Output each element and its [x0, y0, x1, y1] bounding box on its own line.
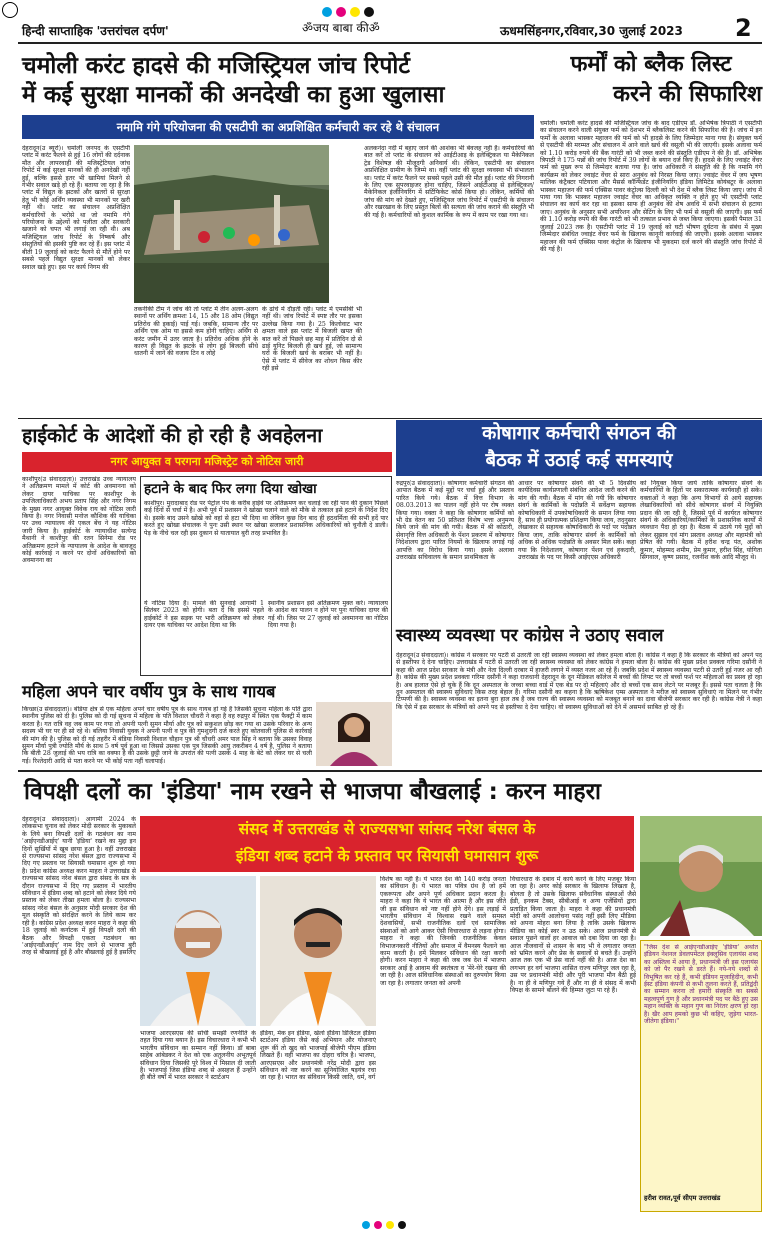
- story1-band: नमामि गंगे परियोजना की एसटीपी का अप्रशिक्षित कर्मचारी कर रहे थे संचालन: [22, 115, 534, 139]
- story1-col3: के ढांचे में दौड़ती रही। प्लांट में एमसीबी भी नहीं थी। जांच रिपोर्ट में स्पष्ट तौर पर इसका उल्लेख किया गया है। 25 किलोवाट भार क्षमता वाले इस प्लांट में बिजली खपत की बात करें तो पिछले छह माह में प्रतिदिन दो से ढाई यूनिट बिजली ही खर्च हुई, जो सामान्य घरों के बिजली खर्च के बराबर भी नहीं है। ऐसे में प्लांट में सीवेज का शोधन किस कीर रही इसे: [262, 306, 362, 373]
- story3-sub-col2: स्थानीय प्रशासन इसे अतिक्रमण मुक्त करे। न्यायालय के आदेश का पालन न होने पर पुनः याचिका दायर की गई थी। जिस पर 27 जुलाई को अवमानना का नोटिस दिया गया है।: [268, 600, 388, 630]
- story7-photo-3: [640, 816, 762, 936]
- story7-quote-author: हरीश रावत,पूर्व सीएम उत्तराखंड: [644, 1194, 721, 1202]
- story7-banner: संसद में उत्तराखंड से राज्यसभा सांसद नरेश बंसल के इंडिया शब्द हटाने के प्रस्ताव पर सियासी घमासान शुरू: [140, 816, 634, 872]
- story7-photo-1: [140, 876, 256, 1026]
- story7-quote: "जिस देश से आईएनडीआईए 'इंडिया' अर्थात इंडियन नेशनल डेवलपमेंटल इंक्लूसिव एलायंस शब्द का अस्तित्व में आया है, प्रधानमंत्री जी इस एलायंस को जो पैर रखने से डरते हैं। नये-नये शब्दों से विभूषित कर रहे हैं, कभी इंडियन मुजाहिदीन, कभी ईस्ट इंडिया कंपनी से कभी तुलना करते हैं, प्रतिद्वंदी का सम्मान करना तो हमारी संस्कृति का सबसे महत्वपूर्ण गुण है और प्रधानमंत्री पद पर बैठे हुए उस महान व्यक्ति के महान गुण का निरंतर क्षरण हो रहा है। खैर आप हमको कुछ भी कहिए, जुड़ेगा भारत-जीतेगा इंडिया।": [644, 944, 758, 1026]
- story4-col2: आधार पर कोषागार संवर्ग की भी 5 दिवसीय कार्यदिवस कार्यप्रणाली संबंधित आदेश जारी करने की मांग की गयी। बैठक में मांग की गयी कि कोषागार संवर्ग के कार्मिकों के पदोन्नति में सर्वेक्षण सहायक कोषाधिकारी में उपकोषाधिकारी के समान लिया गया है, साथ ही प्रयोगात्मक प्रशिक्षण किया जाय, तद्नुसार लेखाकार से सहायक कोषाधिकारी के पदों पर पदोन्नत किया जाय, ताकि कोषागार संवर्ग के कार्मिकों को अधिक से अधिक पदोन्नति के अवसर मिल सकें। कहा गया कि निदेशालय, कोषागार पेंशन एवं हकदारी, उत्तराखंड के पद पर किसी आईएएस अधिकारी: [518, 480, 636, 562]
- story7-col3: इंडिया, मेक इन इंडिया, खेलो इंडिया डिजिटल इंडिया स्टार्टअप इंडिया जैसे कई अभियान और योजनाएं शुरू कीं तो खुद को भाजपाई बीजेपी पीएम इंडिया लिखते हैं। वही भाजपा का दोहरा चरित्र है। भाजपा, आरएसएस और प्रधानमंत्री नरेंद्र मोदी द्वारा इस संविधान को नष्ट करने का सुनियोजित षड़यंत्र रचा जा रहा है। भारत का संविधान किसी जाति, धर्म, वर्ग: [260, 1030, 376, 1082]
- story3-sub-col1: ये नोटिस दिया है। मामले की सुनवाई आगामी 1 सितंबर 2023 को होगी। बता दें कि इससे पहले हाईकोर्ट ने इस सड़क पर भारी अतिक्रमण को लेकर दायर एक याचिका पर आदेश दिया था कि: [144, 600, 264, 630]
- story6-photo: [316, 702, 392, 766]
- om-icon: ॐ: [368, 21, 380, 35]
- story4-col3: को नियुक्त किया जाये ताकि कोषागार संवर्ग के कर्मचारियों के हितों पर सकारात्मक कार्यवाही हो सके। वक्ताओं ने कहा कि अन्य विभागों से आये सहायक लेखाधिकारियों को सीधे कोषागार संवर्ग में नियुक्ति प्रदान की जा रही है, जिससे पूर्व में कार्यरत कोषागार संवर्ग के अधिकारियों/कार्मिकों के प्रशासनिक कार्यों में व्यवधान पैदा हो रहा है। बैठक में उठाये गये मुद्दों को लेकर सुझाव एवं मांग प्रस्ताव अध्यक्ष और महामंत्री को प्रेषित की गयी। बैठक में हरीश चन्द्र पंत, अशोक कुमार, मोहम्मद शमीम, प्रेम कुमार, हरीश सिंह, योगिता सिंगवाल, कृष्ण प्रसाद, रजनीश कर्क आदि मौजूद थे।: [640, 480, 762, 562]
- story4-headline-box: कोषागार कर्मचारी संगठन की बैठक में उठाई कई समस्याएं: [396, 420, 762, 476]
- story3-headline: हाईकोर्ट के आदेशों की हो रही है अवहेलना: [22, 424, 323, 447]
- story3-subbox: [140, 476, 392, 676]
- story5-headline: स्वास्थ्य व्यवस्था पर कांग्रेस ने उठाए सवाल: [396, 626, 664, 646]
- masthead-center: ॐजय बाबा कीॐ: [302, 21, 380, 35]
- story7-col2: भाजपा आरएसएस की सोची समझी रणनीति के तहत दिया गया बयान है। इस विचारधारा ने कभी भी भारतीय संविधान का सम्मान नहीं किया। डॉ बाबा साहेब आंबेडकर ने देश को एक अतुलनीय अभूतपूर्व संविधान दिया जिसकी पूरे विश्व में मिसाल दी जाती है। भाजपाई जिस इंडिया शब्द से असहज हैं उन्होंने ही बीते वर्षों में भारत सरकार ने स्टार्टअप: [140, 1030, 256, 1082]
- story1-caption: तकनीकी टीम ने जांच की तो प्लांट में तीन अलग-अलग स्थानों पर अर्थिंग क्रमशः 14, 15 और 18 ओम (विद्युत प्रतिरोध की इकाई) पाई गई। जबकि, सामान्य तौर पर अर्थिंग एक ओम या इससे कम होनी चाहिए। अर्थिंग से करंट जमीन में उतर जाता है। प्रतिरोध अधिक होने के कारण ही विद्युत के झटके से लोग हुई बिजली सीधे धातनी में जाने की वजाय टिन व लोहे: [134, 306, 258, 358]
- story3-subheadline: हटाने के बाद फिर लगा दिया खोखा: [144, 481, 317, 497]
- divider-2: [18, 770, 762, 772]
- story6-body: किच्छा(उ संवाददाता)। बंडिया क्षेत्र से एक महिला अपने चार वर्षीय पुत्र के साथ गायब हो गई है जिसकी सूचना महिला के पति द्वारा स्थानीय पुलिस को दी है। पुलिस को दी गई सूचना में महिला के पति विशाल चौधरी ने कहा है वह रुद्रपुर में स्थित एक फैक्ट्री में काम करता है। गत रात्रि वह जब काम पर गया तो अपनी पत्नी सुमन मौर्या और पुत्र को सकुशल छोड़ कर गया था उसके परिवार के अन्य सदस्य भी घर पर ही सो रहे थे। बलिया निवासी युवक ने अपनी पत्नी व पुत्र की गुमशुदगी दर्ज करते हुए कोतवाली पुलिस से कार्रवाई की मांग की है। पुलिस को दी गई तहरीर में बंडिया निवासी विशाल चौहान पुत्र श्री चौधरी अमर पाल सिंह ने बताया कि उसका विवाह सुमन मौर्या पुत्री ज्योति मौर्य के साथ 5 वर्ष पूर्व हुआ था जिससे उसका एक पुत्र जिसकी आयु तकरीबन 4 वर्ष है, पुलिस ने बताया कि बीती 28 जुलाई की भय रात्रि का वक्फा है की उसके छुट्टी जाने के उपरांत की पत्नी उसके 4 माह के बेटे को लेकर घर से चली गई। रिश्तेदारी आदि से पता करने पर भी कोई पता नहीं चलापाई।: [22, 706, 312, 765]
- story2-body: चमोली। चमोली करंट हादसे की मजिस्ट्रियल जांच के बाद एडीएम डॉ. अभिषेक त्रिपाठी ने एसटीपी का संचालन करने वाली संयुक्त फर्म को देशभर में ब्लैकलिस्ट करने की सिफारिश की है। जांच में इन फर्मों के अलावा भास्कर महाजन की फर्म को भी हादसे के लिए जिम्मेदार माना गया है। संयुक्त फर्म से एसटीपी की मरम्मत और संचालन में आने वाले खर्च की वसूली भी की जाएगी। इसके अलावा फर्म को 1.10 करोड़ रुपये की बैंक गारंटी को भी जब्त करने की संस्तुति एडीएम ने की है। डॉ. अभिषेक त्रिपाठी ने 175 पन्नों की जांच रिपोर्ट में 39 लोगों के बयान दर्ज किए हैं। हादसे के लिए ज्वाइंट वेंचर फर्म को मुख्य रूप से जिम्मेदार बताया गया है। जांच अधिकारी ने संस्तुति की है कि नमामि गंगे कार्यक्रम को लेकर ज्वाइंट वेंचर से सारा अनुबंध को निरस्त किया जाए। ज्वाइंट वेंचर में जय भूषण मालिक कंट्रैक्टर पटियाला और मैसर्स कॉन्फिडेंट इंजीनियरिंग इंडिया लिमिटेड कोयंबटूर के अलावा भास्कर महाजन की फर्म एक्सिस पावर कंट्रोल्स दिल्ली को भी देश में ब्लैक लिस्ट किया जाए। जांच में पाया गया कि भास्कर महाजन ज्वाइंट वेंचर का अधिकृत व्यक्ति न होते हुए भी एसटीपी प्लांट संचालन का कार्य कर रहा था इसका साफ ही अनुबंध की शेष अवधि में सभी संचालन से हटाया जाए। अनुबंध के अनुसार सभी अपरिशन और सेटिंग के लिए भी फर्म से वसूली की जाएगी। इस फर्म की 1.10 करोड़ रुपये की बैंक गारंटी को भी तत्काल प्रभाव से जब्त किया जाएगा। इसकी पैमाल 31 जुलाई 2023 तक है। एसटीपी प्लांट में 19 जुलाई को घटी भीषण दुर्घटना के संबंध में मुख्य जिम्मेदार संबंधित ज्वाइंट वेंचर फर्म के खिलाफ कानूनी कार्रवाई की जाएगी। इसके अलावा भास्कर महाजन की फर्म एक्सिस पावर कंट्रोल के खिलाफ भी मुकदमा दर्ज करने की संस्तुति जांच रिपोर्ट में की गई है।: [540, 120, 762, 253]
- story7-photo-2: [260, 876, 376, 1026]
- story3-sub-lead: काशीपुर। मुरादाबाद रोड पर पेट्रोल पंप के करीब हाईवे पर अतिक्रमण कर चलाई जा रही पान की दुकान पिछले कई दिनों से चर्चा में है। अभी पूर्व में प्रशासन ने खोखा चलाने वाले को मौके से तत्काल इसे हटाने के निर्देश दिए थे। इसके बाद उसने खोखे को वहां से हटा भी दिया था लेकिन कुछ दिन बाद ही हठधर्मिता की सभी हदें पार करते हुए खोखा संचालक ने पुनः उसी स्थान पर खोखा सजाकर प्रशासनिक अधिकारियों को चुनौती दे डाली। पेड़ के नीचे चल रही इस दुकान से यातायात बुरी तरह प्रभावित है।: [144, 500, 388, 537]
- story6-headline: महिला अपने चार वर्षीय पुत्र के साथ गायब: [22, 682, 276, 701]
- story7-col5: विचारधारा के दबाव में कार्य करने के लिए मजबूर किया जा रहा है। अगर कोई सरकार के खिलाफ लिखता है, बोलता है तो उसके खिलाफ संवैधानिक संस्थाओं जैसे ईडी, इनकम टैक्स, सीबीआई व अन्य एजेंसियों द्वारा प्रताड़ित किया जाता है। माहरा ने कहा की प्रधानमंत्री मोदी को अपनी आलोचना पसंद नहीं इसी लिए मीडिया को अपना मोहरा बना लिया है ताकि उसके खिलाफ मीडिया का कोई स्वर न उठ सके। आज प्रधानमंत्री से सवाल पूछने वालों हर आवाज को दबा दिया जा रहा है। आज नौजवानों से शासन के बाद भी वे लगातार जनता को भ्रमित करने और प्रेस के सवालों से बचते हैं। उन्होंने आज तक एक भी प्रेस वार्ता नहीं की है। आज देश का लगभग हर वर्ग भाजपा शासित राज्य मणिपुर जल रहा है, उस पर प्रधानमंत्री मोदी और पूरी भाजपा मौन बैठी हुई है। ना ही वे मणिपुर गये हैं और ना ही वे संसद में कभी विपक्ष के सामने बोलने की हिम्मत जुटा पा रहे हैं।: [510, 876, 636, 995]
- story1-photo: [134, 145, 329, 303]
- story1-col4: अलकनंदा नदी में बहाए जाने की आशंका भी बेवजह नहीं है। कर्मचारियों की बात करें तो प्लांट के संचालन को आईटीआइ के इलेक्ट्रिकल या मैकेनिकल ट्रेड विशेषज्ञ की मौजूदगी अनिवार्य थी। लेकिन, एसटीपी का संचालन अप्रशिक्षित ग्रामीण के जिम्मे था। वहीं प्लांट की सुरक्षा व्यवस्था भी संभालता था। प्लांट में करंट फैलने पर सबसे पहले उसी की मौत हुई। प्लांट की निगरानी के लिए एक सुपरवाइजर होना चाहिए, जिसने आईटीआइ से इलेक्ट्रिकल/मैकेनिकल इंजीनियरिंग में सर्टिफिकेट कोर्स किया हो। लेकिन, कर्मियों की जांच की मांग को देखते हुए, मजिस्ट्रियल जांच रिपोर्ट में एसटीपी के संचालन और रखरखाव के लिए प्रस्तुत बिलों की सत्यता की जांच कराने की संस्तुति भी की गई है। कर्मचारियों को कुशल कार्मिक के रूप में काम पर रखा गया था।: [364, 145, 534, 219]
- registration-mark-icon: [2, 2, 18, 18]
- story2-headline: फर्मों को ब्लैक लिस्ट करने की सिफारिश: [570, 52, 762, 107]
- story7-col4: विशेष का नहीं है। ये भारत देश की 140 करोड़ जनता का संविधान है। ये भारत का पवित्र ग्रंथ है जो हमें एकरूपता और अपने पूर्ण अधिकार प्रदान करता है। माहरा ने कहा कि ये भारत की आत्मा है और इस जीते जी इस संविधान को नष्ट नहीं होने देंगे। इस लड़ाई में भारतीय संविधान में विश्वास रखने वाले समस्त देशवासियों, सभी राजनीतिक दलों एवं सामाजिक संस्थाओं को आगे आकर ऐसी विचारधारा से लड़ना होगा। माहरा ने कहा की जिनकी राजनीतिक केवल विभाजनकारी नीतियों और समाज में वैमनस्य फैलाने का काम करती है। हमें मिलकर संविधान की रक्षा करनी होगी। करन माहरा ने कहा की जब जब देश में भाजपा सरकार आई है आवाम की स्वतंत्रता व 'मेरे-घेरे रखना की जा रही है। आज संविधानिक संस्थाओं का दुरुपयोग किया जा रहा है। लगातार जनता को अपनी: [380, 876, 506, 987]
- story4-col1: रुद्रपुर(उ संवाददाता)। कोषागार कर्मचारी संगठन की आपात बैठक में कई मुद्दों पर चर्चा हुई और प्रस्ताव पारित किये गये। बैठक में वित्त विभाग के 08.03.2013 का पालन नहीं होने पर रोष व्यक्त किया गया। वक्ता ने कहा कि कोषागार कर्मियों को भी ग्रेड वेतन का 50 प्रतिशत विशेष भत्ता अनुमन्य किये जाने की मांग की गयी। बैठक में श्री कोठारी, सेवानृत्ति वित्त अधिकारी के पेंशन प्रकरण में कोषागार निदेशालय द्वारा पारित नियमों के खिलाफ लगाई गई आपत्ति का विरोध किया गया। इसके अलावा उत्तराखंड सचिवालय के समान प्राथमिकता के: [396, 480, 514, 562]
- story5-body: देहरादून(उ संवाददाता)। कांग्रेस ने सरकार पर पटरी से उतरती जा रही स्वास्थ्य व्यवस्था को लेकर हमला बोला है। कांग्रेस ने कहा है कि सरकार के मंत्रियों को अपने पद से इस्तीफा दे देना चाहिए। उत्तराखंड में पटरी से उतरती जा रही स्वास्थ्य व्यवस्था को लेकर कांग्रेस ने हमला बोला है। कांग्रेस की मुख्य प्रदेश प्रवक्ता गरिमा दसौनी ने कहा की आज प्रदेश सरकार के मंत्री और नेता दिल्ली दरबार में हाजरी लगाने में व्यस्त नजर आ रहे हैं। जबकि प्रदेश में स्वास्थ्य व्यवस्था पटरी से उतरी हुई नजर आ रही है। कांग्रेस की मुख्य प्रदेश प्रवक्ता गरिमा दसौनी ने कहा राजधानी देहरादून के दून मेडिकल कॉलेज में बच्चों की लिफ्ट पर तो बच्चों फर्श पर महिलाओं का प्रसव हो रहा है। अब हालात ऐसे हो चुके हैं कि दून अस्पताल के जच्चा बच्चा वार्ड में एक बेड पर दो महिलाएं और दो बच्चों एक साथ लेटने पर मजबूर हैं। इससे पता चलता है कि दून अस्पताल की स्वास्थ्य सुविधाएं किस तरह बेहाल हैं। गरिमा दसौनी का कहना है कि ऋषिकेश एम्स अस्पताल ने मरीज को स्वास्थ्य सुविधाएं ना मिलने पर गंभीर टिप्पणी की है। स्वास्थ्य व्यवस्था का इतना बुरा हाल तब है जब राज्य की स्वास्थ्य व्यवस्था को मजबूत बनाने का दावा बीजेपी सरकार कर रही है। कांग्रेस नेत्री ने कहा कि ऐसे में इस सरकार के मंत्रियों को अपने पद से इस्तीफा दे देना चाहिए। वो स्वास्थ्य सुविधाओं को देने में असमर्थ साबित हो रहे हैं।: [396, 652, 762, 711]
- story1-headline: चमोली करंट हादसे की मजिस्ट्रियल जांच रिपोर्ट में कई सुरक्षा मानकों की अनदेखी का हुआ खुलासा: [22, 53, 445, 108]
- page-number: 2: [735, 14, 752, 42]
- story7-col1: देहरादून(उ संवाददाता)। आगामी 2024 के लोकसभा चुनाव को लेकर मोदी सरकार के मुकाबले के लिये बना विपक्षी दलों के गठबंधन का नाम 'आईएनडीआईए' यानी 'इंडिया' रखने का मुद्दा इन दिनों सुर्खियों में खूब छाया हुआ है। वहीं उत्तराखंड से राज्यसभा सांसद नरेश बंसल द्वारा राज्यसभा में दिए गए प्रस्ताव पर सियासी घमासान शुरू हो गया है। प्रदेश कांग्रेस अध्यक्ष करन माहरा ने उत्तराखंड से राज्यसभा सांसद नरेश बंसल द्वारा संसद के सत्र के दौरान राज्यसभा में दिए गए प्रस्ताव में भारतीय संविधान में इंडिया शब्द को हटाने को लेकर दिये गये प्रस्ताव को लेकर तीखा हमला बोला है। राज्यसभा सांसद नरेश बंसल के अनुसार मोदी सरकार देश की मूल संस्कृति को संरक्षित करने के लिये काम कर रही है। कांग्रेस प्रदेश अध्यक्ष करन माहरा ने कहा की 18 जुलाई को कर्नाटक में हुई विपक्षी दलों की बैठक और विपक्षी एकता गठबंधन का 'आईएनडीआईए' नाम दिए जाने से भाजपा बुरी तरह से बौखलाई हुई है और बौखलाई हुई है इसलिए: [22, 816, 136, 957]
- story7-headline: विपक्षी दलों का 'इंडिया' नाम रखने से भाजपा बौखलाई : करन माहरा: [24, 779, 601, 805]
- divider-1: [18, 418, 762, 419]
- story3-band: नगर आयुक्त व परगना मजिस्ट्रेट को नोटिस जारी: [22, 452, 392, 472]
- story3-col1: काशीपुर(उ संवाददाता)। उत्तराखंड उच्च न्यायालय ने अतिक्रमण मामले में कोर्ट की अवमानना को लेकर दायर याचिका पर काशीपुर के उपजिलाधिकारी अभय प्रताप सिंह और नगर निगम के मुख्य नगर आयुक्त विवेक राय को नोटिस जारी किया है। नगर निवासी मनोज कौशिक की याचिका पर उच्च न्यायालय की एकल बेंच ने यह नोटिस जारी किया है। हाईकोर्ट के न्यायाधीश सत्येन्द्र मैथानी ने काशीपुर की रतन सिनेमा रोड पर अतिक्रमण हटाने के न्यायालय के आदेश के बावजूद कोई कार्रवाई न करने पर दोनों अधिकारियों को अवमानना का: [22, 476, 136, 565]
- masthead-rule: [18, 42, 762, 44]
- masthead-right: ऊधमसिंहनगर,रविवार,30 जुलाई 2023: [500, 24, 683, 38]
- footer-color-bar-icon: [360, 1214, 408, 1233]
- story7-quote-box: [640, 940, 762, 1212]
- story1-col1: देहरादून(उ ब्यूरो)। चमोली जनपद के एसटीपी प्लांट में करंट फैलने से हुई 16 लोगों की दर्दनाक मौत और लापरवाही की मजिस्ट्रेटियल जांच रिपोर्ट में कई सुरक्षा मानकों की ही अनदेखी नहीं हुई, बल्कि इससे इतर भी खामियां मिलने से गंभीर सवाल खड़े हो रहे हैं। बताया जा रहा है कि प्लांट में विद्युत के झटकों और खतरों से सुरक्षा हेतु भी कोई अर्थिंग व्यवस्था भी मानकों पर खरी नहीं थी। प्लांट का संचालन अप्रशिक्षित कर्मचारियों के भरोसे था जो नमामि गंगे परियोजना के उद्देश्यों को पलीता और सरकारी खजाने को चपत भी लगाई जा रही थी। अब मजिस्ट्रियल जांच रिपोर्ट के निष्कर्ष और संस्तुतियों की इसकी पुष्टि कर रहे हैं। इस प्लांट में बीती 19 जुलाई को करंट फैलने से मौतें होने पर सबसे पहले विद्युत सुरक्षा मानकों को लेकर सवाल खड़े हुए। इस पर कार्य निगम की: [22, 145, 130, 271]
- masthead-left: हिन्दी साप्ताहिक 'उत्तरांचल दर्पण': [22, 24, 169, 38]
- om-icon: ॐ: [302, 21, 313, 35]
